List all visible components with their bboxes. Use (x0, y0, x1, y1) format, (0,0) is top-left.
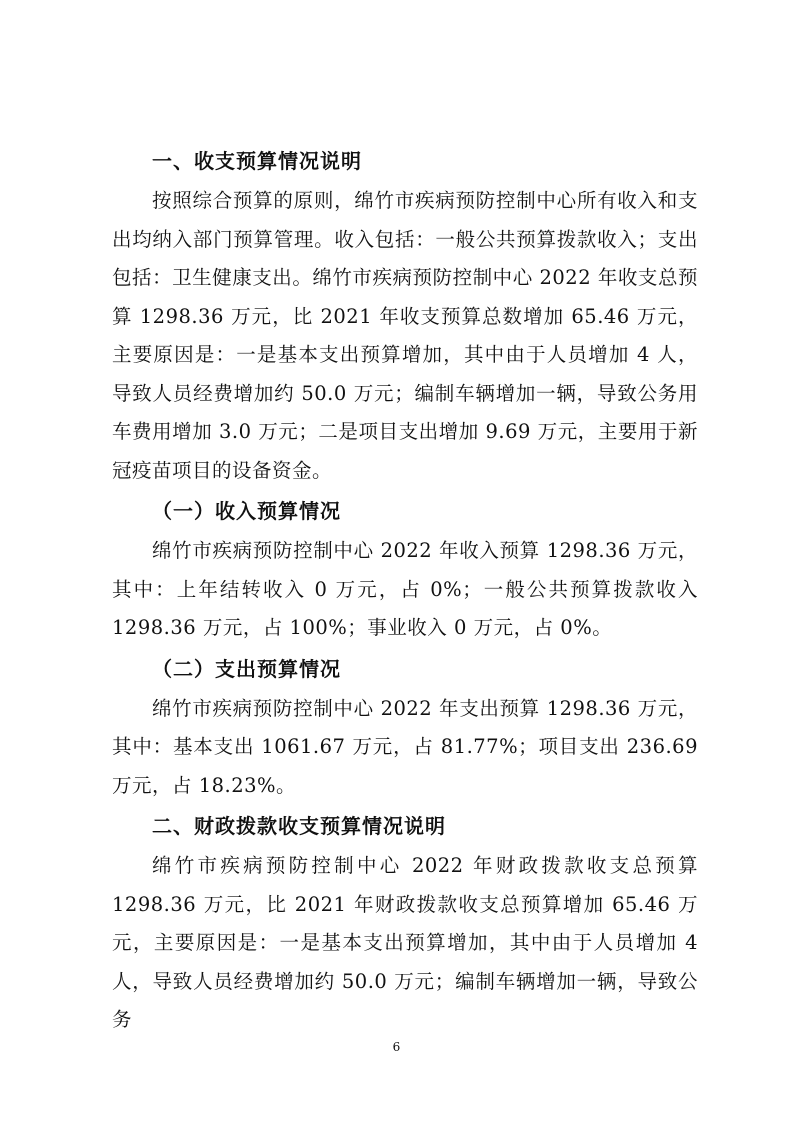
document-body (112, 140, 698, 1040)
page-number: 6 (392, 1040, 401, 1054)
paragraph-income: 绵竹市疾病预防控制中心 2022 年收入预算 1298.36 万元，其中：上年结转收入 0 万元，占 0%；一般公共预算拨款收入 1298.36 万元，占 100%；事业收入 0 万元，占 0%。 (112, 539, 698, 639)
section-heading-fiscal-appropriation: 二、财政拨款收支预算情况说明 (152, 814, 446, 838)
paragraph-budget-overview: 按照综合预算的原则，绵竹市疾病预防控制中心所有收入和支出均纳入部门预算管理。收入包括：一般公共预算拨款收入；支出包括：卫生健康支出。绵竹市疾病预防控制中心 2022 年收支总预算 1298.36 万元，比 2021 年收支预算总数增加 65.46 万元，主要原因是：一是基本支出预算增加，其中由于人员增加 4 人，导致人员经费增加约 50.0 万元；编制车辆增加一辆，导致公务用车费用增加 3.0 万元；二是项目支出增加 9.69 万元，主要用于新冠疫苗项目的设备资金。 (112, 189, 698, 482)
paragraph-expenditure: 绵竹市疾病预防控制中心 2022 年支出预算 1298.36 万元，其中：基本支出 1061.67 万元，占 81.77%；项目支出 236.69 万元，占 18.23%。 (112, 696, 698, 797)
subsection-heading-expenditure: （二）支出预算情况 (152, 656, 341, 681)
subsection-heading-income: （一）收入预算情况 (152, 499, 341, 523)
paragraph-fiscal-appropriation: 绵竹市疾病预防控制中心 2022 年财政拨款收支总预算 1298.36 万元，比 2021 年财政拨款收支总预算增加 65.46 万元，主要原因是：一是基本支出预算增加，其中由于人员增加 4 人，导致人员经费增加约 50.0 万元；编制车辆增加一辆，导致公务 (112, 854, 698, 1031)
section-heading-budget-overview: 一、收支预算情况说明 (152, 149, 362, 173)
